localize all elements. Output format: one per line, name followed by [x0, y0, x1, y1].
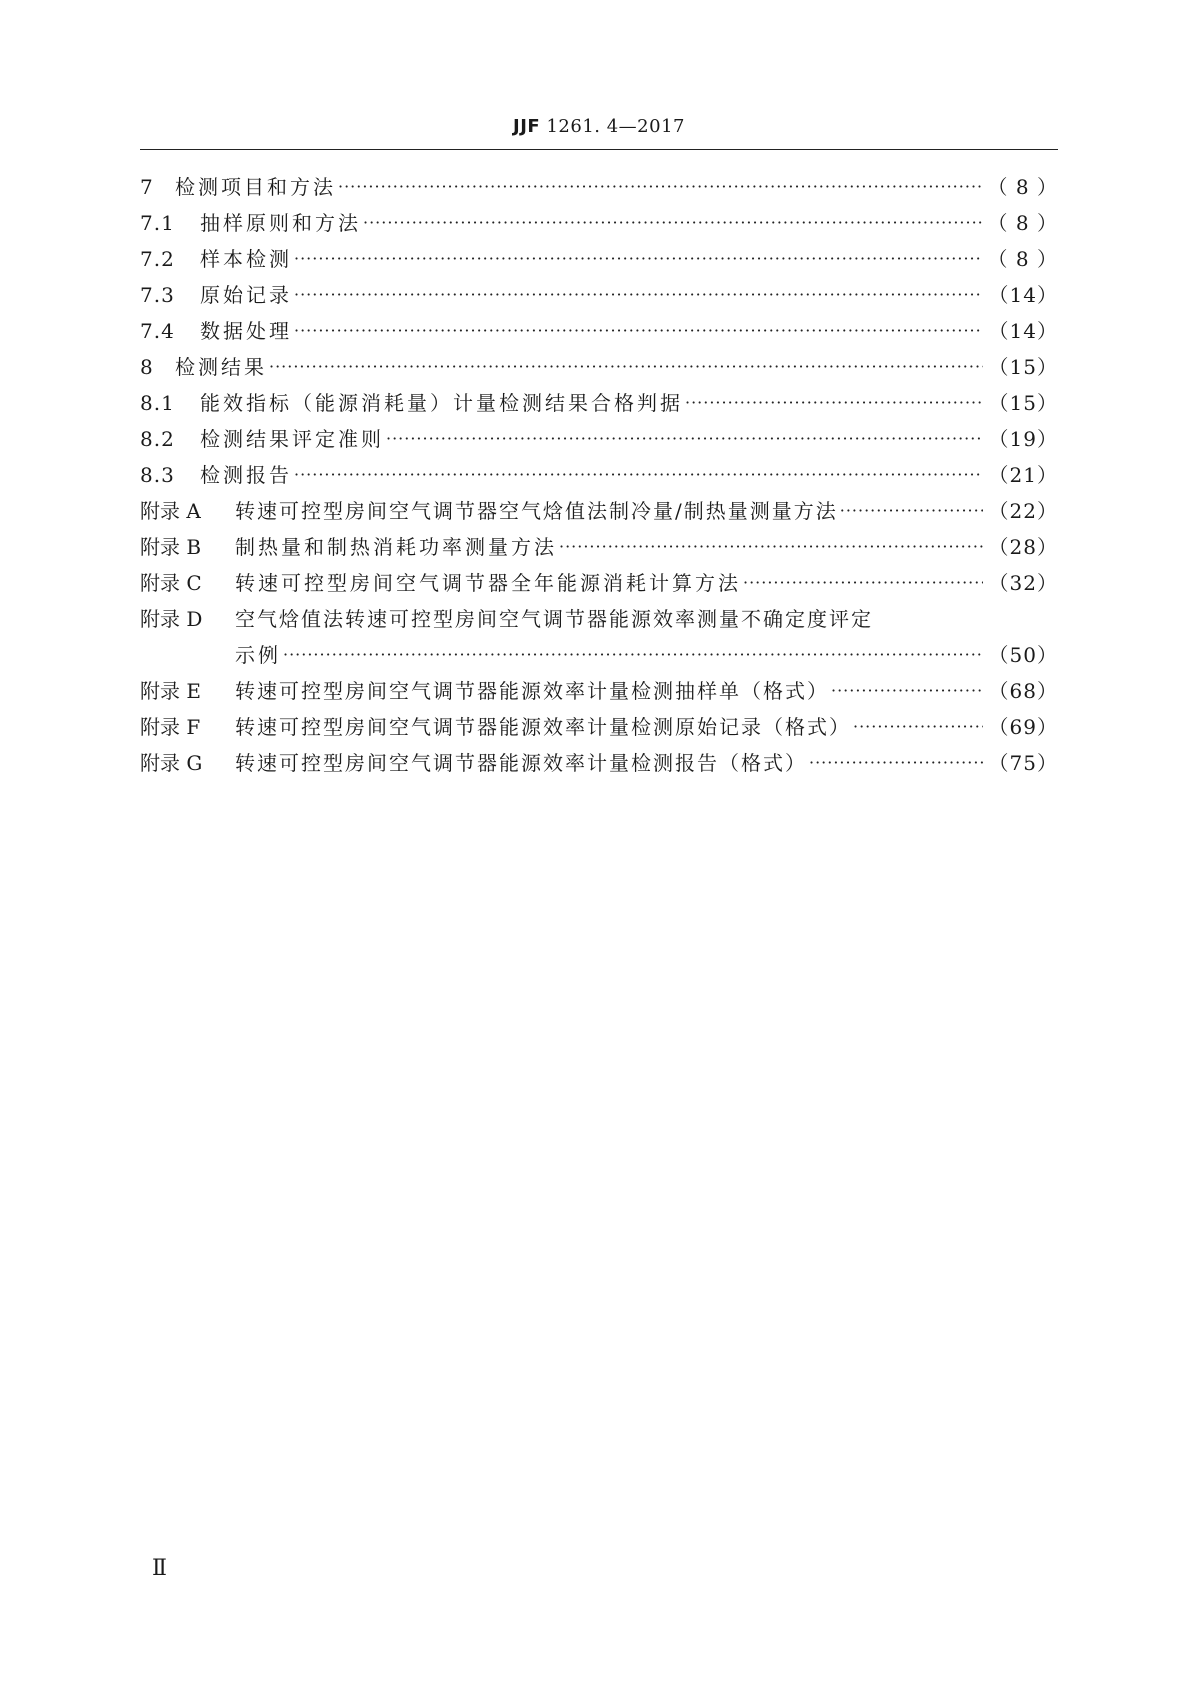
toc-dot-leader	[269, 349, 983, 385]
toc-entry-number: 附录 G	[140, 751, 203, 775]
toc-entry-title: 检测结果	[175, 355, 267, 379]
toc-entry-title: 转速可控型房间空气调节器空气焓值法制冷量/制热量测量方法	[235, 499, 838, 523]
toc-dot-leader	[294, 241, 982, 277]
toc-entry-title: 原始记录	[200, 283, 292, 307]
toc-entry-page: （ 8 ）	[987, 247, 1058, 271]
toc-entry-number: 附录 F	[140, 715, 201, 739]
toc-entry[interactable]	[140, 385, 1058, 421]
toc-dot-leader	[338, 169, 982, 205]
toc-entry-title: 样本检测	[200, 247, 292, 271]
toc-entry-continuation[interactable]	[140, 637, 1058, 673]
toc-dot-leader	[685, 385, 983, 421]
toc-dot-leader	[283, 637, 983, 673]
toc-entry-title: 能效指标（能源消耗量）计量检测结果合格判据	[200, 391, 683, 415]
toc-dot-leader	[386, 421, 983, 457]
toc-entry-number: 附录 D	[140, 607, 203, 631]
toc-entry-page: （69）	[988, 715, 1058, 739]
header-rule	[140, 149, 1058, 150]
toc-entry-title: 检测报告	[200, 463, 292, 487]
toc-entry[interactable]	[140, 349, 1058, 385]
toc-entry-page: （50）	[988, 643, 1058, 667]
toc-entry-page: （19）	[988, 427, 1058, 451]
toc-entry-page: （68）	[988, 679, 1058, 703]
toc-entry-appendix[interactable]	[140, 745, 1058, 781]
toc-entry-appendix[interactable]	[140, 601, 1058, 637]
toc-entry-appendix[interactable]	[140, 493, 1058, 529]
toc-entry-page: （ 8 ）	[987, 175, 1058, 199]
toc-dot-leader	[831, 673, 983, 709]
toc-entry-number: 附录 A	[140, 499, 201, 523]
standard-prefix: JJF	[513, 116, 541, 137]
toc-entry-page: （21）	[988, 463, 1058, 487]
toc-entry[interactable]	[140, 169, 1058, 205]
toc-entry-number: 8.3	[140, 463, 175, 487]
table-of-contents	[140, 169, 1058, 781]
toc-dot-leader	[840, 493, 983, 529]
toc-entry-appendix[interactable]	[140, 565, 1058, 601]
toc-entry[interactable]	[140, 241, 1058, 277]
toc-entry-page: （14）	[988, 319, 1058, 343]
toc-entry[interactable]	[140, 205, 1058, 241]
toc-entry-title: 检测结果评定准则	[200, 427, 384, 451]
toc-dot-leader	[294, 313, 983, 349]
toc-entry-number: 附录 B	[140, 535, 202, 559]
toc-entry-title: 抽样原则和方法	[200, 211, 361, 235]
toc-entry-title: 转速可控型房间空气调节器全年能源消耗计算方法	[235, 571, 741, 595]
toc-entry-number: 7	[140, 175, 154, 199]
toc-entry-page: （15）	[988, 355, 1058, 379]
toc-entry-number: 附录 C	[140, 571, 202, 595]
toc-dot-leader	[294, 277, 983, 313]
toc-entry-page: （28）	[988, 535, 1058, 559]
running-header	[140, 116, 1058, 137]
toc-entry-number: 7.3	[140, 283, 175, 307]
toc-entry-title: 空气焓值法转速可控型房间空气调节器能源效率测量不确定度评定	[235, 607, 873, 631]
toc-entry-number: 8.2	[140, 427, 175, 451]
toc-entry[interactable]	[140, 421, 1058, 457]
toc-entry-title: 制热量和制热消耗功率测量方法	[235, 535, 557, 559]
toc-entry-page: （15）	[988, 391, 1058, 415]
toc-dot-leader	[559, 529, 983, 565]
toc-dot-leader	[853, 709, 983, 745]
toc-entry-page: （22）	[988, 499, 1058, 523]
toc-entry-number: 8.1	[140, 391, 175, 415]
toc-entry-appendix[interactable]	[140, 673, 1058, 709]
toc-entry[interactable]	[140, 277, 1058, 313]
toc-entry-title-continuation: 示例	[235, 643, 281, 667]
toc-entry-page: （75）	[988, 751, 1058, 775]
toc-entry-appendix[interactable]	[140, 529, 1058, 565]
toc-entry-number: 8	[140, 355, 154, 379]
toc-entry-appendix[interactable]	[140, 709, 1058, 745]
toc-entry-page: （32）	[988, 571, 1058, 595]
toc-dot-leader	[294, 457, 983, 493]
toc-entry-page: （ 8 ）	[987, 211, 1058, 235]
toc-entry[interactable]	[140, 313, 1058, 349]
toc-dot-leader	[743, 565, 983, 601]
toc-entry-title: 转速可控型房间空气调节器能源效率计量检测报告（格式）	[235, 751, 807, 775]
page-number: Ⅱ	[152, 1556, 167, 1581]
toc-entry-title: 数据处理	[200, 319, 292, 343]
toc-entry[interactable]	[140, 457, 1058, 493]
toc-entry-title: 检测项目和方法	[175, 175, 336, 199]
toc-entry-title: 转速可控型房间空气调节器能源效率计量检测原始记录（格式）	[235, 715, 851, 739]
toc-entry-number: 7.4	[140, 319, 175, 343]
toc-entry-number: 7.1	[140, 211, 175, 235]
toc-entry-number: 7.2	[140, 247, 175, 271]
standard-number: 1261. 4—2017	[540, 116, 685, 137]
toc-dot-leader	[363, 205, 982, 241]
toc-dot-leader	[809, 745, 983, 781]
toc-entry-number: 附录 E	[140, 679, 201, 703]
toc-entry-page: （14）	[988, 283, 1058, 307]
toc-entry-title: 转速可控型房间空气调节器能源效率计量检测抽样单（格式）	[235, 679, 829, 703]
